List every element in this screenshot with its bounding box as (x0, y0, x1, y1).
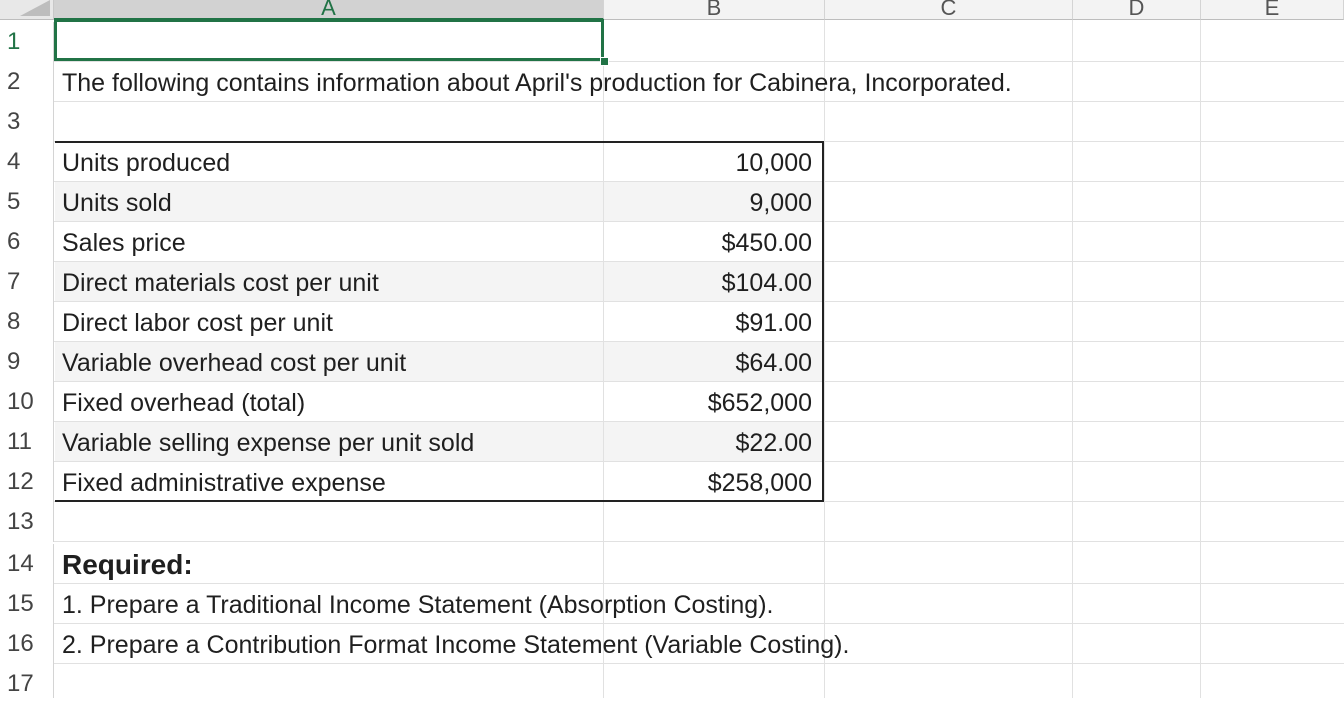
row-header-6[interactable]: 6 (0, 222, 54, 262)
row-header-10[interactable]: 10 (0, 382, 54, 422)
fill-handle[interactable] (600, 57, 609, 66)
gridline (824, 20, 825, 698)
row-header-13[interactable]: 13 (0, 502, 54, 542)
gridline (54, 61, 1344, 62)
table-value[interactable]: $450.00 (721, 229, 812, 257)
row-header-9[interactable]: 9 (0, 342, 54, 382)
row-header-7[interactable]: 7 (0, 262, 54, 302)
table-value[interactable]: $64.00 (735, 349, 812, 377)
table-value[interactable]: 10,000 (735, 149, 812, 177)
table-value[interactable]: 9,000 (749, 189, 812, 217)
row-header-15[interactable]: 15 (0, 584, 54, 624)
table-value[interactable]: $91.00 (735, 309, 812, 337)
gridline (1072, 20, 1073, 698)
select-all-triangle-icon (20, 0, 50, 16)
table-value[interactable]: $104.00 (721, 269, 812, 297)
row-header-17[interactable]: 17 (0, 664, 54, 698)
column-header-a[interactable]: A (54, 0, 604, 20)
table-value[interactable]: $22.00 (735, 429, 812, 457)
table-label[interactable]: Fixed overhead (total) (62, 389, 306, 417)
row-header-1[interactable]: 1 (0, 22, 54, 62)
table-label[interactable]: Variable selling expense per unit sold (62, 429, 475, 457)
table-label[interactable]: Direct materials cost per unit (62, 269, 379, 297)
requirement-item[interactable]: 2. Prepare a Contribution Format Income Statement (Variable Costing). (62, 631, 850, 659)
row-header-16[interactable]: 16 (0, 624, 54, 664)
table-label[interactable]: Units produced (62, 149, 231, 177)
column-header-e[interactable]: E (1201, 0, 1344, 20)
row-header-12[interactable]: 12 (0, 462, 54, 502)
gridline (54, 541, 1344, 542)
column-header-b[interactable]: B (604, 0, 825, 20)
active-cell-selection[interactable] (54, 19, 604, 61)
row-header-2[interactable]: 2 (0, 62, 54, 102)
required-heading[interactable]: Required: (62, 549, 193, 580)
row-header-11[interactable]: 11 (0, 422, 54, 462)
table-label[interactable]: Sales price (62, 229, 186, 257)
table-label[interactable]: Units sold (62, 189, 172, 217)
select-all-corner[interactable] (0, 0, 54, 20)
table-value[interactable]: $258,000 (707, 469, 812, 497)
row-header-8[interactable]: 8 (0, 302, 54, 342)
column-header-c[interactable]: C (825, 0, 1073, 20)
column-header-d[interactable]: D (1073, 0, 1201, 20)
row-header-14[interactable]: 14 (0, 544, 54, 584)
table-label[interactable]: Direct labor cost per unit (62, 309, 333, 337)
gridline (1200, 20, 1201, 698)
intro-text[interactable]: The following contains information about April's production for Cabinera, Incorporated. (62, 69, 1012, 97)
requirement-item[interactable]: 1. Prepare a Traditional Income Statement (Absorption Costing). (62, 591, 774, 619)
table-value[interactable]: $652,000 (707, 389, 812, 417)
gridline (54, 583, 1344, 584)
row-header-4[interactable]: 4 (0, 142, 54, 182)
row-header-5[interactable]: 5 (0, 182, 54, 222)
table-label[interactable]: Fixed administrative expense (62, 469, 386, 497)
table-label[interactable]: Variable overhead cost per unit (62, 349, 407, 377)
row-header-3[interactable]: 3 (0, 102, 54, 142)
gridline (54, 141, 1344, 142)
